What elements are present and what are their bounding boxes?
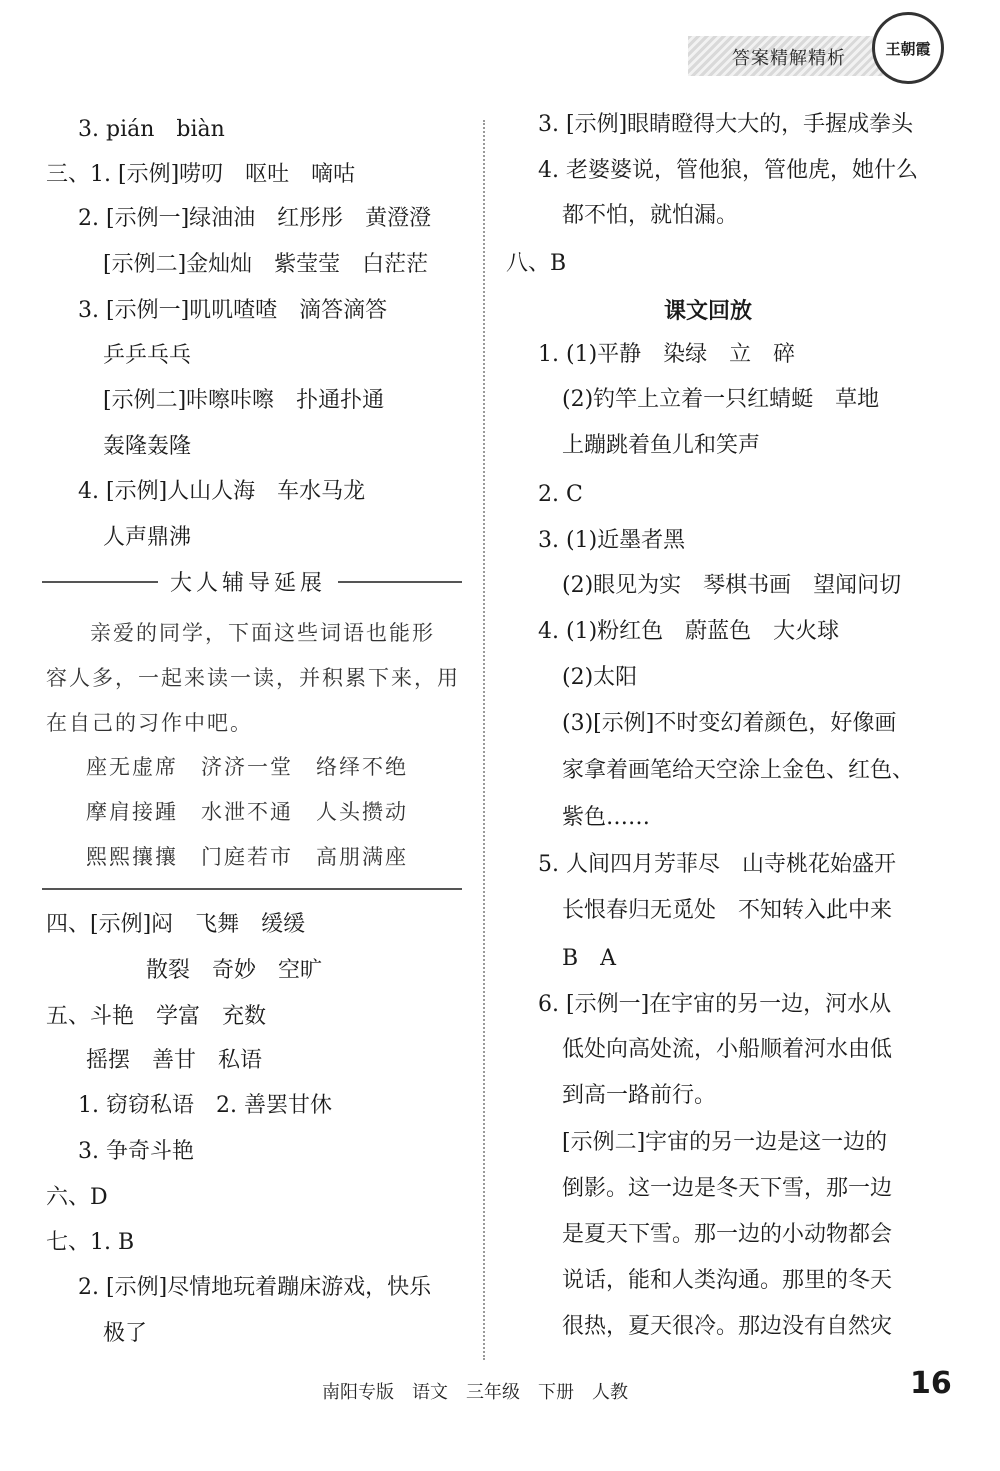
left2-line-4: 1. 窃窃私语 2. 善罢甘休 [78,1093,332,1118]
left-line-6: [示例二]咔嚓咔嚓 扑通扑通 [103,388,385,413]
right2-line-9: 家拿着画笔给天空涂上金色、红色、 [562,758,915,783]
left-line-1: 三、1. [示例]唠叨 呕吐 嘀咕 [46,162,356,187]
header-label: 答案精解精析 [732,48,846,69]
left2-line-3: 摇摆 善甘 私语 [86,1048,263,1073]
right2-line-21: 很热，夏天很冷。那边没有自然灾 [562,1314,893,1339]
left-line-7: 轰隆轰隆 [103,434,192,459]
right2-line-7: (2)太阳 [562,665,638,690]
right2-line-10: 紫色…… [562,805,651,830]
right2-line-20: 说话，能和人类沟通。那里的冬天 [562,1268,893,1293]
box-row-2: 熙熙攘攘 门庭若市 高朋满座 [86,845,408,869]
left2-line-9: 极了 [103,1321,148,1346]
right2-line-16: 到高一路前行。 [562,1083,717,1108]
box-row-1: 摩肩接踵 水泄不通 人头攒动 [86,800,408,824]
box-row-0: 座无虚席 济济一堂 络绎不绝 [86,755,408,779]
right-line-3: 八、B [506,251,567,276]
right2-line-3: 2. C [538,482,583,507]
right2-line-6: 4. (1)粉红色 蔚蓝色 大火球 [538,619,840,644]
right2-line-5: (2)眼见为实 琴棋书画 望闻问切 [562,573,902,598]
box-para-1: 容人多，一起来读一读，并积累下来，用 [46,666,460,690]
left-line-5: 乒乒乓乓 [103,343,192,368]
right2-line-18: 倒影。这一边是冬天下雪，那一边 [562,1176,893,1201]
right2-line-13: B A [562,946,617,971]
left2-line-7: 七、1. B [46,1230,135,1255]
left-line-2: 2. [示例一]绿油油 红彤彤 黄澄澄 [78,206,432,231]
right2-line-4: 3. (1)近墨者黑 [538,528,686,553]
left-line-3: [示例二]金灿灿 紫莹莹 白茫茫 [103,252,429,277]
right2-line-17: [示例二]宇宙的另一边是这一边的 [562,1130,888,1155]
right-line-0: 3. [示例]眼睛瞪得大大的，手握成拳头 [538,112,914,137]
left-line-4: 3. [示例一]叽叽喳喳 滴答滴答 [78,298,388,323]
right-line-2: 都不怕，就怕漏。 [562,203,739,228]
left2-line-6: 六、D [46,1185,108,1210]
right2-line-11: 5. 人间四月芳菲尽 山寺桃花始盛开 [538,852,896,877]
box-para-0: 亲爱的同学，下面这些词语也能形 [90,621,435,645]
right2-line-19: 是夏天下雪。那一边的小动物都会 [562,1222,893,1247]
left-line-9: 人声鼎沸 [103,525,192,550]
publisher-logo: 王朝霞 [872,12,944,84]
right2-line-0: 1. (1)平静 染绿 立 碎 [538,342,796,367]
right2-line-14: 6. [示例一]在宇宙的另一边，河水从 [538,992,892,1017]
right2-line-8: (3)[示例]不时变幻着颜色，好像画 [562,711,897,736]
box-title: 大人辅导延展 [158,566,338,597]
right2-line-2: 上蹦跳着鱼儿和笑声 [562,433,761,458]
left2-line-5: 3. 争奇斗艳 [78,1139,194,1164]
right2-line-15: 低处向高处流，小船顺着河水由低 [562,1037,893,1062]
footer-edition: 南阳专版 语文 三年级 下册 人教 [322,1382,628,1403]
box-bottom-rule [42,888,462,890]
left2-line-8: 2. [示例]尽情地玩着蹦床游戏，快乐 [78,1275,432,1300]
page-number: 16 [910,1366,952,1401]
column-divider [483,120,485,1360]
right2-line-12: 长恨春归无觅处 不知转入此中来 [562,898,893,923]
left2-line-1: 散裂 奇妙 空旷 [146,958,323,983]
left-line-0: 3. pián biàn [78,117,225,142]
box-para-2: 在自己的习作中吧。 [46,711,253,735]
left-line-8: 4. [示例]人山人海 车水马龙 [78,479,366,504]
left2-line-0: 四、[示例]闷 飞舞 缓缓 [46,912,306,937]
right2-line-1: (2)钓竿上立着一只红蜻蜓 草地 [562,387,880,412]
section-title: 课文回放 [664,299,753,324]
right-line-1: 4. 老婆婆说，管他狼，管他虎，她什么 [538,158,918,183]
left2-line-2: 五、斗艳 学富 充数 [46,1004,267,1029]
